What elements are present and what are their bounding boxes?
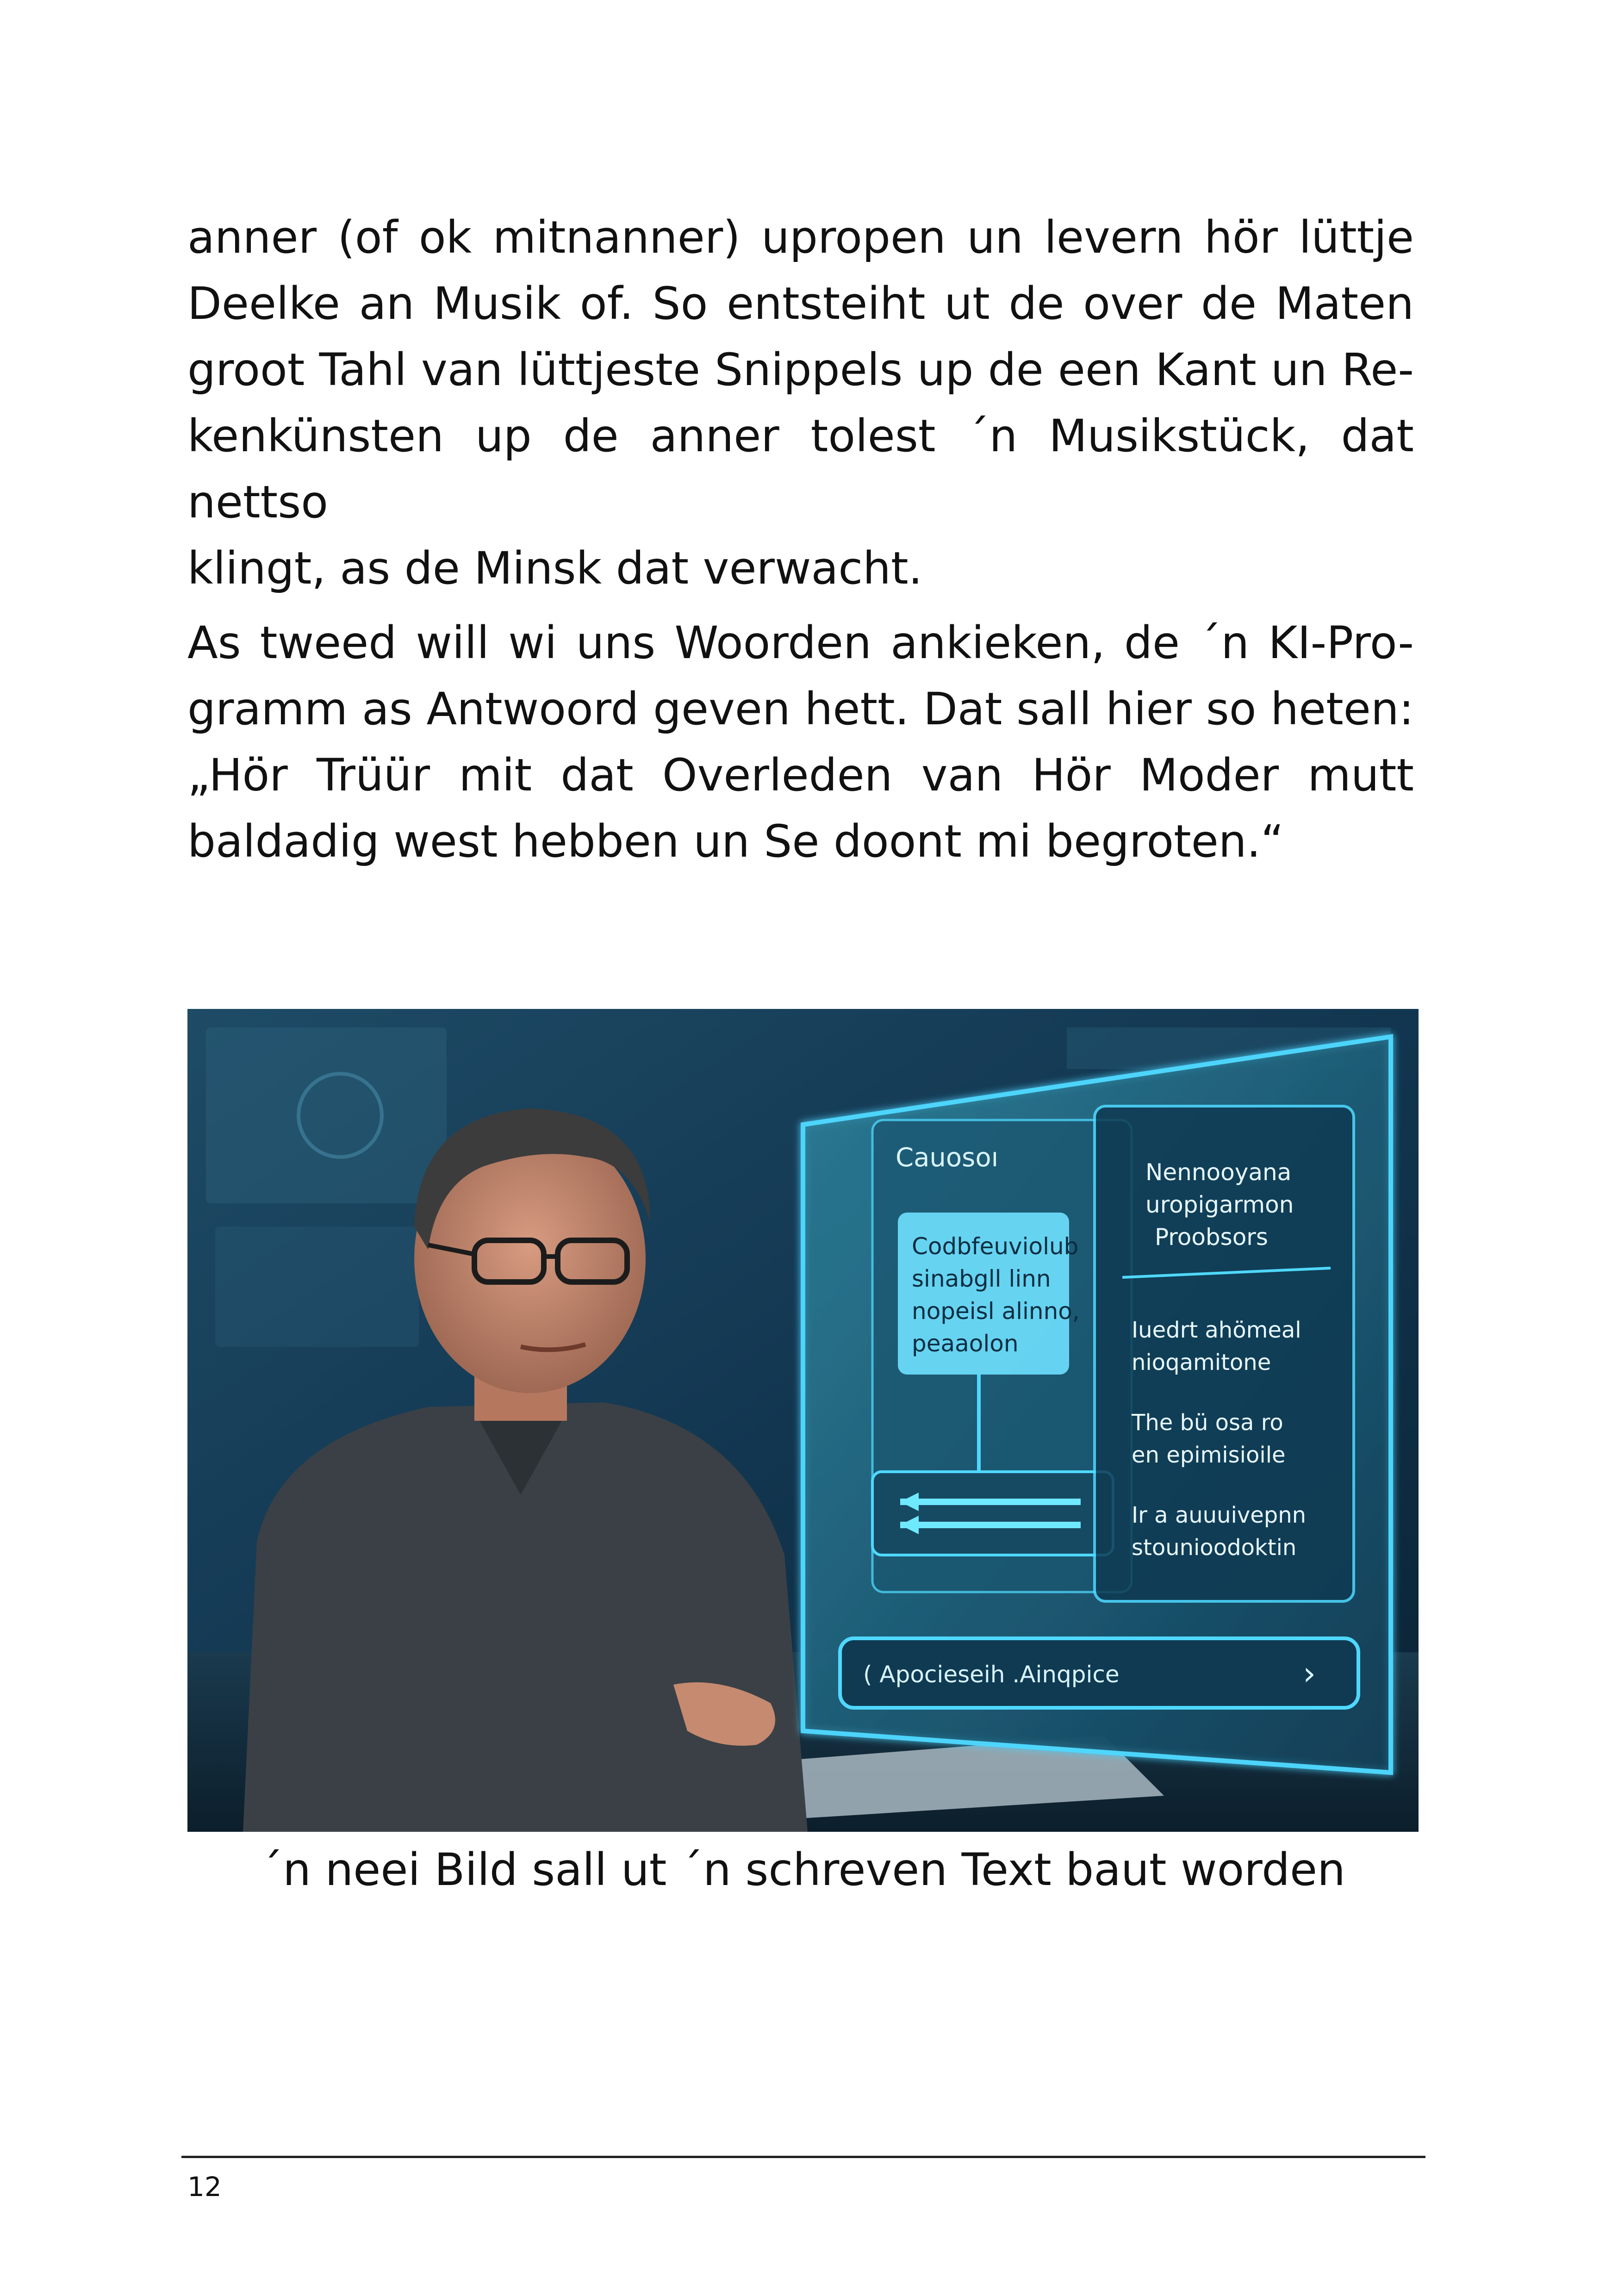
background-monitor <box>206 1027 447 1203</box>
figure-caption: ´n neei Bild sall ut ´n schreven Text baut worden <box>261 1844 1345 1896</box>
background-monitor <box>215 1226 419 1347</box>
paragraph-line: As tweed will wi uns Woorden ankieken, de ´n KI-Pro- <box>187 617 1414 669</box>
paragraph-line: baldadig west hebben un Se doont mi begroten.“ <box>187 815 1284 867</box>
right-item-line: stounioodoktin <box>1132 1535 1297 1561</box>
paragraph-1 <box>187 205 1414 602</box>
card-line: nopeisl alinno, <box>912 1298 1080 1325</box>
card-line: peaaolon <box>912 1330 1019 1357</box>
right-title-line: uropigarmon <box>1145 1191 1294 1218</box>
paragraph-line: Deelke an Musik of. So entsteiht ut de over de Maten <box>187 278 1414 330</box>
paragraph-line: klingt, as de Minsk dat verwacht. <box>187 542 923 594</box>
paragraph-2 <box>187 610 1414 875</box>
paragraph-line: kenkünsten up de anner tolest ´n Musikstück, dat nettso <box>187 410 1414 528</box>
paragraph-line: anner (of ok mitnanner) upropen un levern hör lüttje <box>187 212 1414 263</box>
send-icon[interactable]: › <box>1303 1655 1316 1692</box>
right-title-line: Nennooyana <box>1145 1159 1292 1186</box>
card-line: sinabgll linn <box>912 1265 1051 1292</box>
paragraph-line: „Hör Trüür mit dat Overleden van Hör Moder mutt <box>187 749 1414 801</box>
right-item-line: Iuedrt ahömeal <box>1132 1317 1301 1343</box>
right-item-line: The bü osa ro <box>1132 1410 1283 1436</box>
card-line: Codbfeuviolub <box>912 1233 1079 1260</box>
slider-widget[interactable] <box>872 1472 1113 1555</box>
paragraph-line: groot Tahl van lüttjeste Snippels up de een Kant un Re- <box>187 344 1414 396</box>
right-title-line: Proobsors <box>1155 1224 1268 1251</box>
illustration <box>187 1009 1419 1832</box>
panel-header: Cauosoı <box>896 1143 999 1173</box>
page-number: 12 <box>187 2171 222 2203</box>
prompt-input-text: ( Apocieseih .Ainqpice <box>863 1661 1120 1688</box>
right-item-line: en epimisioile <box>1132 1442 1286 1468</box>
footer-rule <box>181 2156 1425 2158</box>
right-item-line: nioqamitone <box>1132 1350 1271 1375</box>
paragraph-line: gramm as Antwoord geven hett. Dat sall hier so heten: <box>187 683 1414 735</box>
illustration-scene <box>187 1009 1419 1832</box>
right-item-line: Ir a auuuivepnn <box>1132 1502 1307 1528</box>
